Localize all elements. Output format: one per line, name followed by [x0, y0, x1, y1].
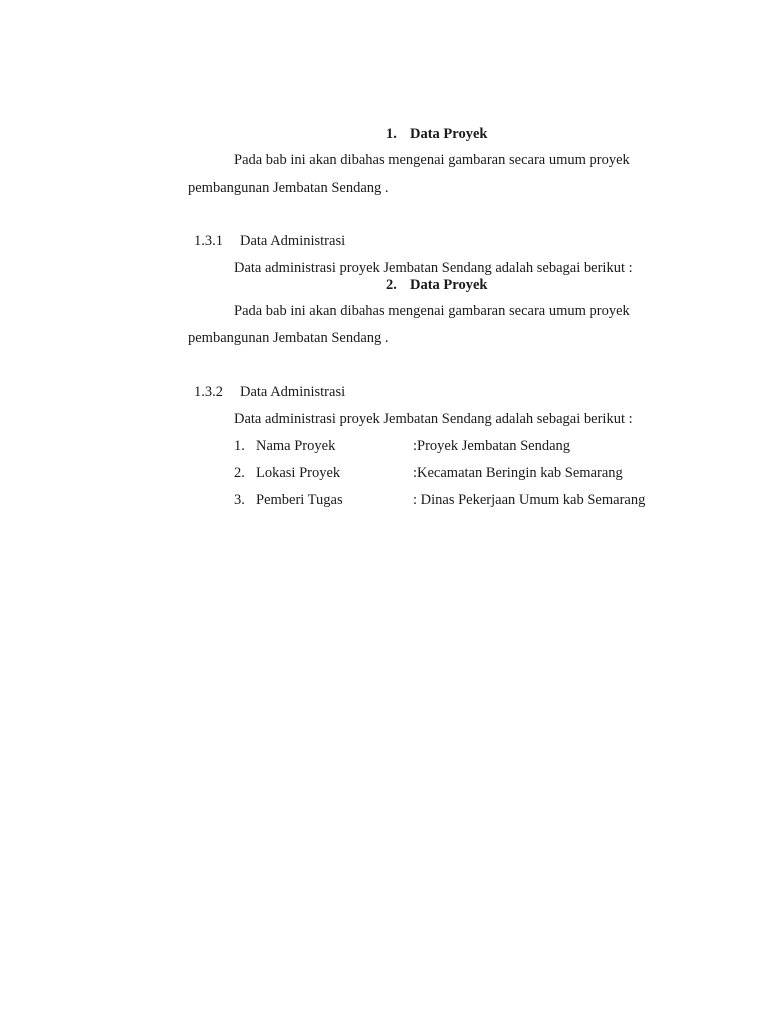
section-1-paragraph-line-2: pembangunan Jembatan Sendang .	[188, 180, 389, 196]
section-1-paragraph-line-1: Pada bab ini akan dibahas mengenai gambaran secara umum proyek	[234, 152, 630, 168]
list-item-value: :Proyek Jembatan Sendang	[413, 438, 571, 454]
list-item-label: Nama Proyek	[256, 438, 336, 454]
subsection-1-title: Data Administrasi	[240, 233, 346, 249]
list-item-label: Lokasi Proyek	[256, 465, 341, 481]
subsection-1-text: Data administrasi proyek Jembatan Sendang adalah sebagai berikut :	[234, 260, 633, 276]
section-2-paragraph-line-1: Pada bab ini akan dibahas mengenai gambaran secara umum proyek	[234, 303, 630, 319]
subsection-1-number: 1.3.1	[194, 233, 223, 249]
section-2-number: 2.	[386, 277, 397, 293]
section-1-number: 1.	[386, 126, 397, 142]
subsection-2-title: Data Administrasi	[240, 384, 346, 400]
subsection-2-number: 1.3.2	[194, 384, 223, 400]
section-1-title: Data Proyek	[410, 126, 488, 142]
list-item-value: : Dinas Pekerjaan Umum kab Semarang	[413, 492, 646, 508]
list-item-number: 2.	[234, 465, 245, 481]
list-item-number: 3.	[234, 492, 245, 508]
section-2-paragraph-line-2: pembangunan Jembatan Sendang .	[188, 330, 389, 346]
subsection-2-text: Data administrasi proyek Jembatan Sendang adalah sebagai berikut :	[234, 411, 633, 427]
list-item-label: Pemberi Tugas	[256, 492, 343, 508]
section-2-title: Data Proyek	[410, 277, 488, 293]
list-item-value: :Kecamatan Beringin kab Semarang	[413, 465, 623, 481]
list-item-number: 1.	[234, 438, 245, 454]
